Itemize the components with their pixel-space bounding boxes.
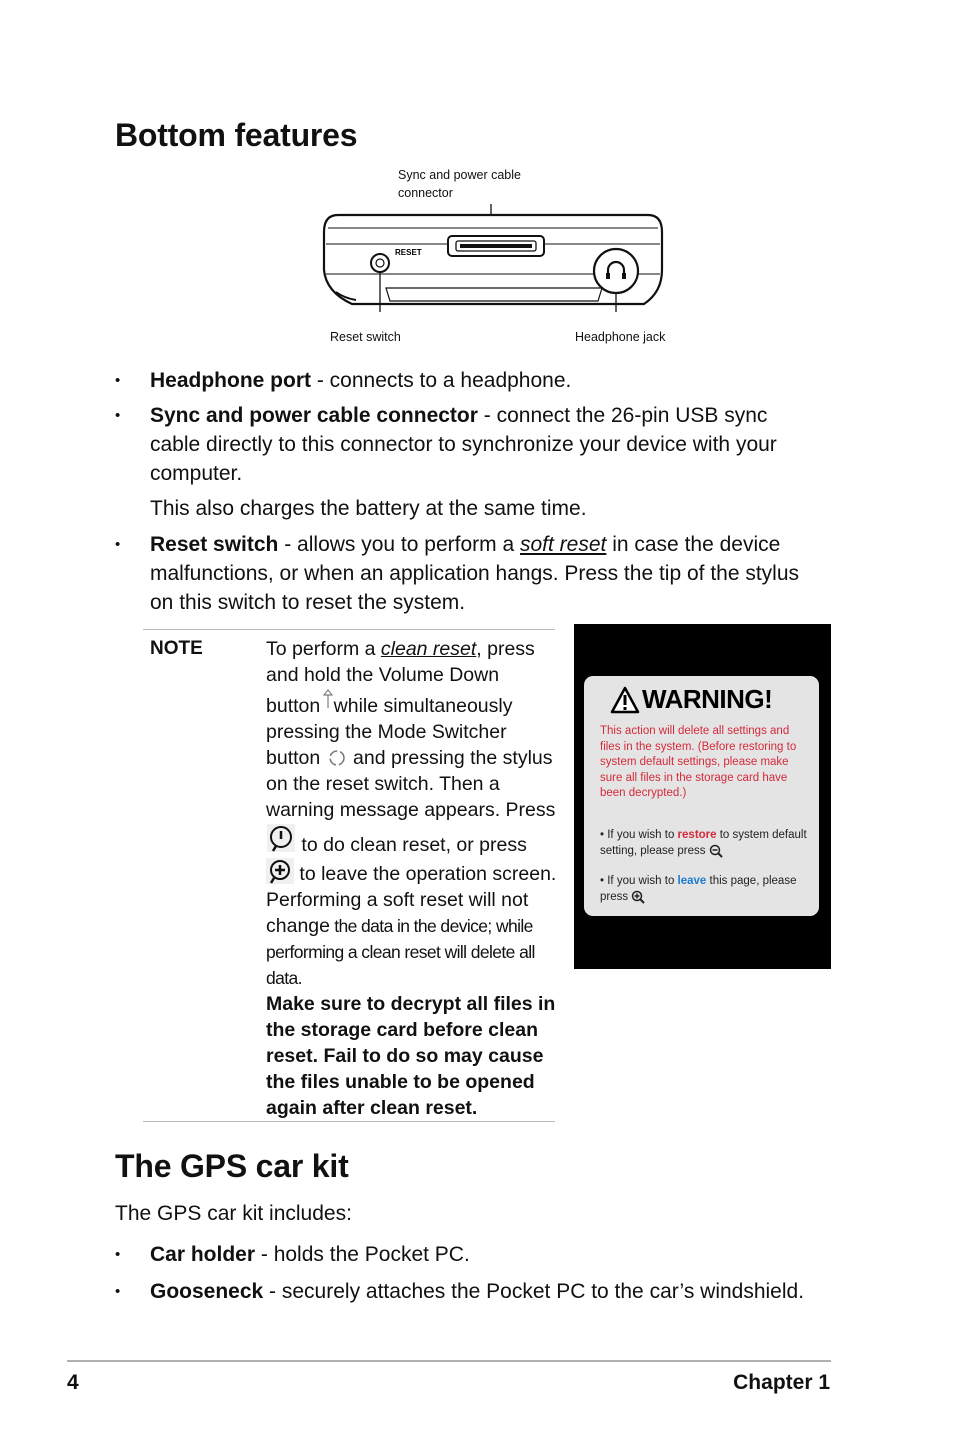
warning-item-restore: • If you wish to restore to system default setting, please press: [600, 829, 807, 857]
warning-title: WARNING!: [642, 684, 773, 714]
soft-reset-link[interactable]: soft reset: [519, 533, 607, 556]
note-bottom-rule: [143, 1121, 555, 1122]
bullet-text: - allows you to perform a: [278, 533, 520, 556]
chapter-label: Chapter 1: [733, 1371, 830, 1394]
volume-down-icon: [322, 688, 334, 710]
device-bottom-diagram: [318, 200, 668, 312]
note-text: and pressing the stylus on the reset switch. Then a warning message appears. Press: [266, 747, 556, 821]
warning-red-text: This action will delete all settings and files in the system. (Before restoring to system default settings, please make sure all files in the storage card have been decrypted.): [600, 725, 797, 799]
list-item: [115, 530, 825, 617]
note-text-condensed: the data in the device; while performing a clean reset will delete all data.: [266, 916, 535, 988]
bullet-text: - securely attaches the Pocket PC to the car’s windshield.: [263, 1280, 805, 1303]
gps-kit-list: [115, 1240, 845, 1306]
leave-key-icon: [266, 858, 294, 884]
connector-label: [398, 166, 521, 202]
list-item: [115, 1240, 845, 1269]
warning-screenshot: [574, 624, 831, 969]
bottom-features-list: [115, 366, 835, 395]
bullet-term: Headphone port: [150, 369, 311, 392]
note-text: , press and hold the Volume Down button: [266, 638, 535, 717]
bullet-text-after: in case the device malfunctions, or when an application hangs. Press the tip of the stylus on this switch to reset the system.: [150, 533, 800, 614]
bullet-term: Reset switch: [150, 533, 279, 556]
reset-print: RESET: [395, 248, 422, 257]
zoom-in-icon: [631, 890, 645, 904]
bullet-term: Sync and power cable connector: [150, 404, 478, 427]
bullet-dot: •: [115, 1283, 121, 1300]
clean-reset-key-icon: [266, 823, 296, 853]
mode-switcher-icon: [326, 748, 348, 768]
note-text: to do clean reset, or press: [296, 834, 527, 856]
list-item: [115, 401, 805, 488]
note-text: To perform a: [266, 638, 381, 660]
leave-keyword: leave: [677, 875, 707, 887]
footer-rule: [67, 1360, 831, 1362]
section-title-gps-car-kit: The GPS car kit: [115, 1148, 349, 1184]
bottom-features-list-2: [115, 401, 805, 488]
note-body: [266, 636, 558, 1121]
bullet-dot: •: [115, 536, 121, 553]
page-number: 4: [67, 1371, 79, 1394]
charge-note: This also charges the battery at the same time.: [150, 497, 587, 520]
warning-item-text: If you wish to: [607, 829, 678, 841]
note-text: while simultaneously pressing the Mode Switcher button: [266, 695, 513, 769]
warning-triangle-icon: [610, 686, 640, 714]
bullet-dot: •: [115, 1246, 121, 1263]
note-label: NOTE: [150, 638, 203, 659]
gps-intro: The GPS car kit includes:: [115, 1202, 352, 1225]
warning-card: [584, 676, 819, 916]
warning-item-text: to system default setting, please press: [600, 829, 807, 857]
bullet-dot: •: [115, 372, 121, 389]
note-bold-warning: Make sure to decrypt all files in the storage card before clean reset. Fail to do so may cause the files unable to be opened again after clean reset.: [266, 993, 556, 1119]
restore-keyword: restore: [677, 829, 717, 841]
bullet-text: - connects to a headphone.: [311, 369, 572, 392]
note-top-rule: [143, 629, 555, 630]
note-text: to leave the operation screen. Performing a soft reset will not change: [266, 863, 557, 937]
warning-item-text: If you wish to: [607, 875, 678, 887]
connector-label-line1: Sync and power cable: [398, 168, 521, 182]
bullet-dot: •: [115, 407, 121, 424]
bullet-text: - connect the 26-pin USB sync cable directly to this connector to synchronize your device with your computer.: [150, 404, 777, 485]
list-item: [115, 366, 835, 395]
bullet-term: Gooseneck: [150, 1280, 264, 1303]
bullet-text: - holds the Pocket PC.: [255, 1243, 470, 1266]
zoom-out-icon: [709, 844, 723, 858]
clean-reset-link[interactable]: clean reset: [380, 638, 477, 660]
warning-item-text: this page, please press: [600, 875, 797, 903]
warning-item-leave: • If you wish to leave this page, please press: [600, 875, 797, 903]
connector-label-line2: connector: [398, 186, 453, 200]
reset-switch-label: Reset switch: [330, 330, 401, 344]
bullet-term: Car holder: [150, 1243, 256, 1266]
headphone-jack-label: Headphone jack: [575, 330, 666, 344]
bottom-features-list-3: [115, 530, 825, 617]
list-item: [115, 1277, 845, 1306]
section-title-bottom-features: Bottom features: [115, 117, 358, 153]
